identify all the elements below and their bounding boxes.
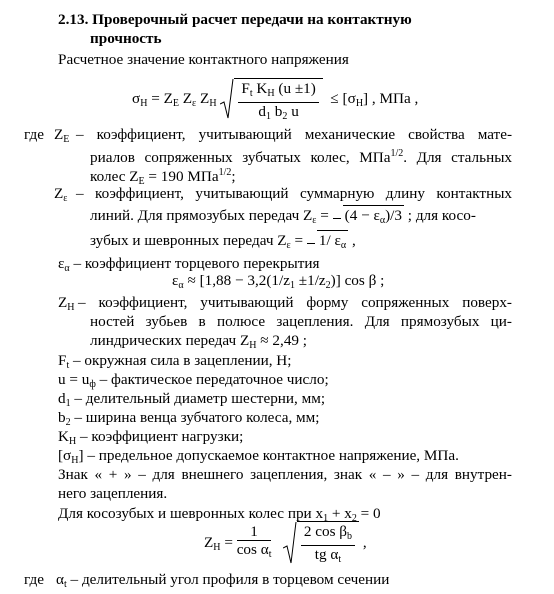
- zh-helical-formula: $Z_H$ = $\frac{1}{\cos \alpha_t}$ $\frac{2 \cos \beta_b}{tg \alpha_t}$ ,: [204, 521, 367, 565]
- eps-alpha-def: $\varepsilon_\alpha$ – коэффициент торцевого перекрытия: [58, 255, 320, 274]
- ze-line-1: – коэффициент, учитывающий механические свойства мате-: [76, 126, 512, 143]
- def-b2: $b_2$ – ширина венца зубчатого колеса, мм;: [58, 409, 320, 428]
- alpha-t-where: где: [24, 571, 44, 588]
- ze-where-label: где: [24, 126, 44, 143]
- contact-stress-formula: $\sigma_H = Z_E$ $Z_\varepsilon$ $Z_H$ $\frac{F_t K_H (u \pm 1)}{d_1 b_2 u}$ ≤ $[\sigma_H]$ , МПа ,: [132, 78, 418, 120]
- ze-line-2: риалов сопряженных зубчатых колес, МПа$^{1/2}$. Для стальных: [90, 148, 512, 166]
- zeps-line-1: – коэффициент, учитывающий суммарную длину контактных: [76, 185, 512, 202]
- sign-note-1: Знак « + » – для внешнего зацепления, знак « – » – для внутрен-: [58, 466, 512, 483]
- zh-line-3: линдрических передач $Z_H \approx 2,49$ ;: [90, 332, 308, 351]
- intro-text: Расчетное значение контактного напряжения: [58, 51, 349, 68]
- zeps-line-3: зубых и шевронных передач $Z_\varepsilon = 1/$ $\varepsilon_\alpha$ ,: [90, 230, 356, 255]
- ze-symbol: $Z_E$: [54, 126, 70, 145]
- ze-line-3: колес $Z_E = 190$ МПа$^{1/2}$;: [90, 167, 236, 187]
- zeps-line-2: линий. Для прямозубых передач $Z_\varepsilon = (4 - \varepsilon_\alpha)/3$ ; для косо-: [90, 205, 476, 230]
- sign-note-2: него зацепления.: [58, 485, 168, 502]
- def-u: $u = u_ф$ – фактическое передаточное число;: [58, 371, 329, 390]
- eps-alpha-formula: $\varepsilon_\alpha \approx [1,88 - 3,2(1/z_1 \pm 1/z_2)]$ cos β ;: [172, 272, 385, 291]
- zh-symbol: $Z_H$: [58, 294, 75, 313]
- zeps-symbol: $Z_\varepsilon$: [54, 185, 68, 204]
- helical-condition: Для косозубых и шевронных колес при $x_1 + x_2 = 0$: [58, 505, 381, 524]
- zh-line-2: ностей зубьев в полюсе зацепления. Для прямозубых ци-: [90, 313, 512, 330]
- section-title-cont: прочность: [90, 30, 162, 47]
- zh-line-1: – коэффициент, учитывающий форму сопряженных поверх-: [78, 294, 512, 311]
- alpha-t-def: $\alpha_t$ – делительный угол профиля в торцевом сечении: [56, 571, 390, 590]
- def-d1: $d_1$ – делительный диаметр шестерни, мм;: [58, 390, 326, 409]
- def-kh: $K_H$ – коэффициент нагрузки;: [58, 428, 244, 447]
- def-ft: $F_t$ – окружная сила в зацеплении, Н;: [58, 352, 292, 371]
- section-title: 2.13. Проверочный расчет передачи на контактную: [58, 11, 412, 28]
- def-sigma-h: $[\sigma_H]$ – предельное допускаемое контактное напряжение, МПа.: [58, 447, 459, 466]
